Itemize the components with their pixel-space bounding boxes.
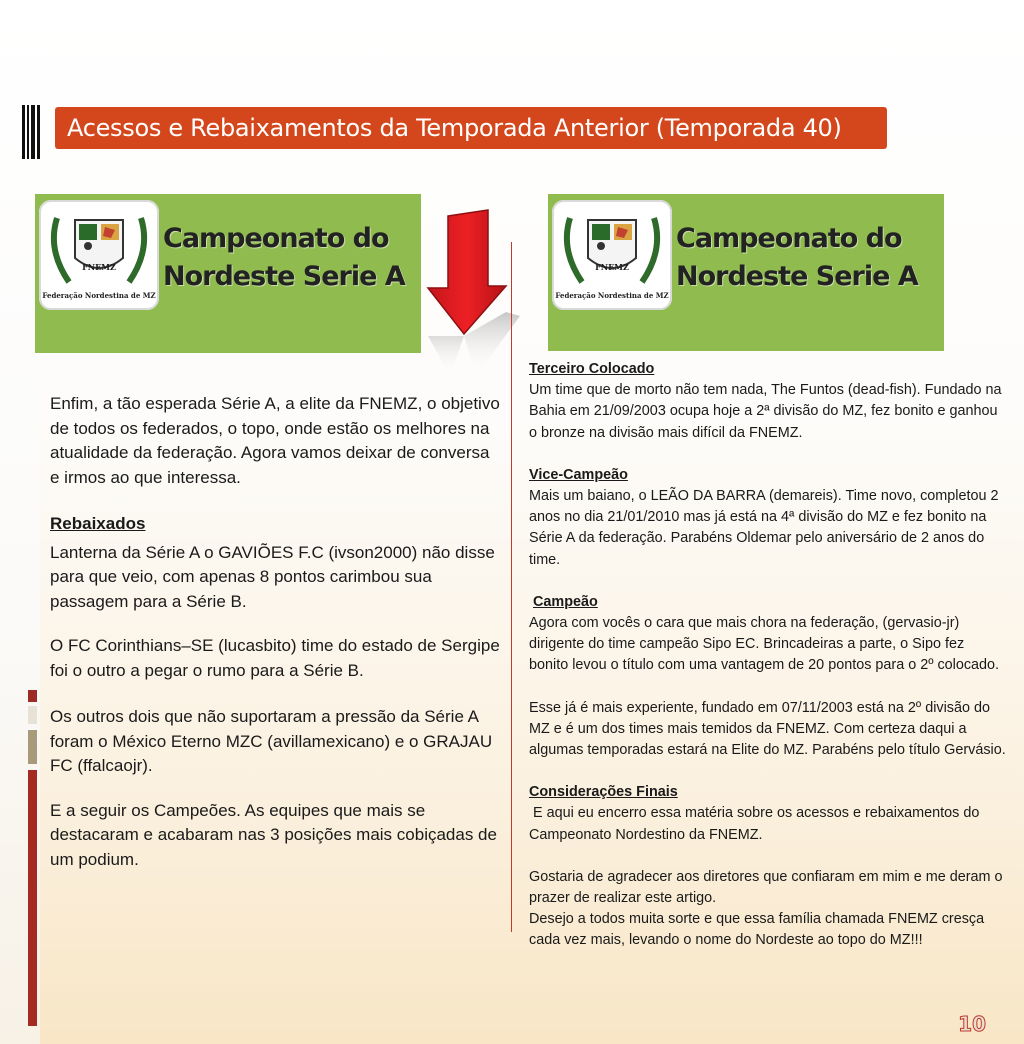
rebaixados-heading: Rebaixados: [50, 514, 146, 533]
headline-line-2: Nordeste Serie A: [676, 261, 918, 292]
terceiro-heading: Terceiro Colocado: [529, 361, 655, 377]
fnemz-logo: [39, 200, 159, 310]
page-title: Acessos e Rebaixamentos da Temporada Anterior (Temporada 40): [55, 107, 887, 149]
vice-heading: Vice-Campeão: [529, 466, 628, 483]
page-number: 10: [958, 1012, 986, 1036]
banner-headline: [163, 220, 405, 296]
logo-caption: Federação Nordestina de MZ: [555, 291, 669, 300]
title-decoration: [22, 105, 42, 159]
banner-headline: [676, 220, 918, 296]
rebaixados-paragraph: Lanterna da Série A o GAVIÕES F.C (ivson2000) não disse para que veio, com apenas 8 pontos carimbou sua passagem para a Série B.: [50, 542, 495, 611]
campeao-paragraph-2: Esse já é mais experiente, fundado em 07/11/2003 está na 2º divisão do MZ e é um dos times mais temidos da FNEMZ. Com certeza daqui a algumas temporadas estará na Elite do MZ. Parabéns pelo título Gervásio.: [529, 699, 1006, 759]
others-paragraph: Os outros dois que não suportaram a pressão da Série A foram o México Eterno MZC (avillamexicano) e o GRAJAU FC (ffalcaojr).: [50, 707, 493, 775]
agradecimento-paragraph: Gostaria de agradecer aos diretores que confiaram em mim e me deram o prazer de realizar este artigo.: [529, 868, 1003, 907]
terceiro-paragraph: Um time que de morto não tem nada, The Funtos (dead-fish). Fundado na Bahia em 21/09/2003 ocupa hoje a 2ª divisão do MZ, fez bonito e ganhou o bronze na divisão mais difícil da FNEMZ.: [529, 382, 1002, 441]
left-column: [50, 392, 500, 872]
fnemz-logo: [552, 200, 672, 310]
logo-caption: Federação Nordestina de MZ: [42, 291, 156, 300]
logo-acronym: FNEMZ: [82, 262, 116, 272]
campeao-paragraph: Agora com vocês o cara que mais chora na federação, (gervasio-jr) dirigente do time campeão Sipo EC. Brincadeiras a parte, o Sipo fez bonito levou o título com uma vantagem de 20 pontos para o 2º colocado.: [529, 615, 1000, 674]
headline-line-1: Campeonato do: [163, 223, 389, 254]
vice-paragraph: Mais um baiano, o LEÃO DA BARRA (demareis). Time novo, completou 2 anos no dia 21/01/2010 mas já está na 4ª divisão do MZ e fez bonito na Série A da federação. Parabéns Oldemar pelo aniversário de 2 anos do time.: [529, 488, 999, 568]
headline-line-1: Campeonato do: [676, 223, 902, 254]
down-arrow-icon: [420, 208, 520, 378]
campeoes-intro-paragraph: E a seguir os Campeões. As equipes que mais se destacaram e acabaram nas 3 posições mais cobiçadas de um podium.: [50, 800, 497, 869]
corinthians-paragraph: O FC Corinthians–SE (lucasbito) time do estado de Sergipe foi o outro a pegar o rumo para a Série B.: [50, 636, 500, 680]
column-divider: [511, 242, 512, 932]
right-column: [529, 359, 1007, 952]
logo-acronym: FNEMZ: [595, 262, 629, 272]
banner-right: [548, 194, 944, 351]
banner-left: [35, 194, 421, 353]
consideracoes-heading: Considerações Finais: [529, 784, 678, 801]
campeao-heading: Campeão: [533, 593, 598, 610]
consideracoes-paragraph: E aqui eu encerro essa matéria sobre os acessos e rebaixamentos do Campeonato Nordestino da FNEMZ.: [529, 805, 984, 843]
desejo-paragraph: Desejo a todos muita sorte e que essa família chamada FNEMZ cresça cada vez mais, levando o nome do Nordeste ao topo do MZ!!!: [529, 911, 985, 949]
intro-paragraph: Enfim, a tão esperada Série A, a elite da FNEMZ, o objetivo de todos os federados, o topo, onde estão os melhores na atualidade da federação. Agora vamos deixar de conversa e irmos ao que interessa.: [50, 394, 500, 487]
headline-line-2: Nordeste Serie A: [163, 261, 405, 292]
